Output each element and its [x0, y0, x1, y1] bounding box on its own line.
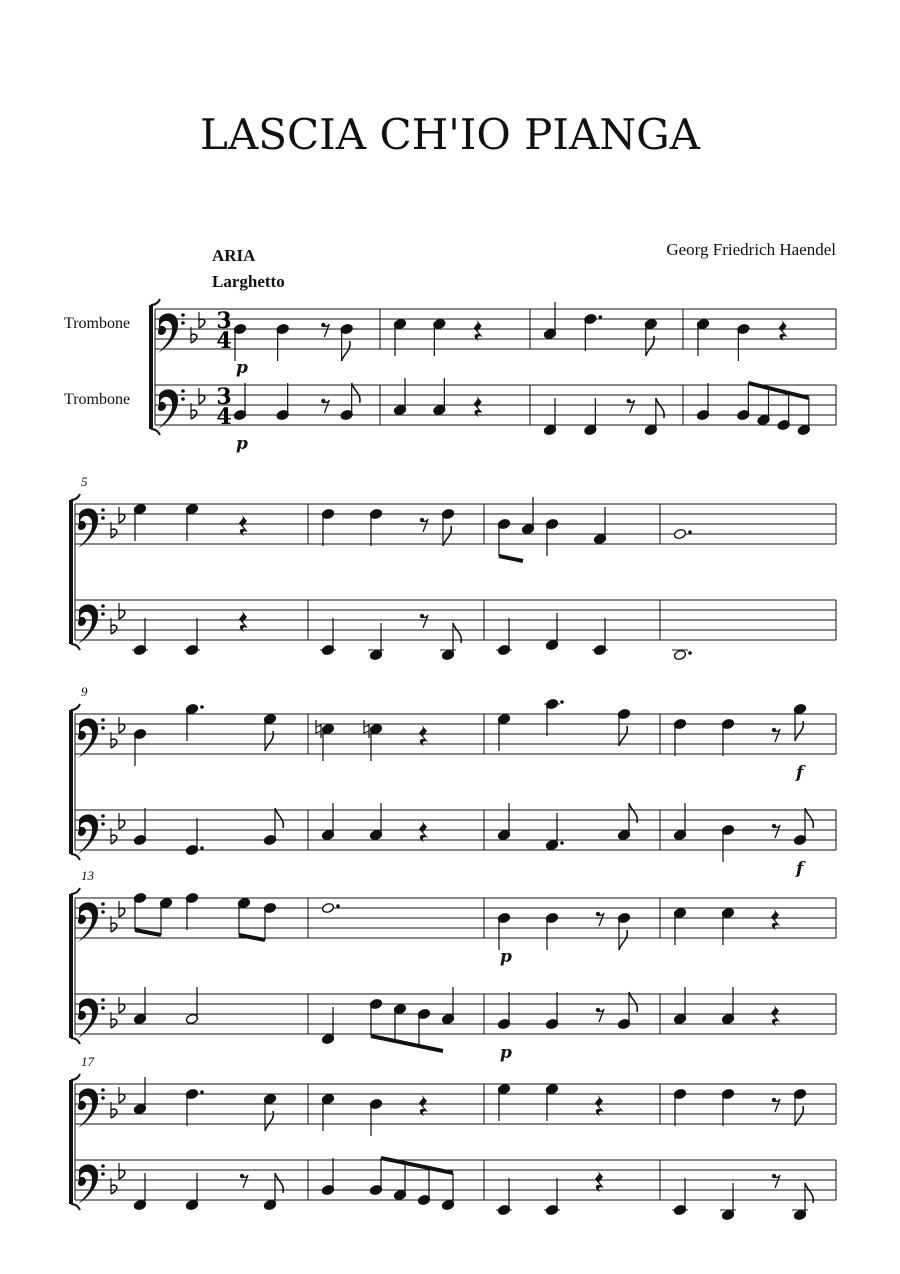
beam — [135, 930, 161, 935]
key-signature-flat-e — [119, 1087, 125, 1103]
bracket-bottom-hook — [71, 1038, 80, 1044]
quarter-rest — [771, 1005, 780, 1026]
quarter-rest — [595, 1171, 604, 1192]
key-signature-flat-e — [119, 901, 125, 917]
eighth-flag — [619, 930, 627, 950]
key-signature-flat-e — [119, 813, 125, 829]
eighth-rest — [772, 824, 780, 838]
eighth-flag — [805, 808, 813, 828]
measure-number: 13 — [81, 868, 94, 883]
composer-credit: Georg Friedrich Haendel — [666, 240, 836, 259]
quarter-rest — [474, 320, 483, 341]
key-signature-flat-e — [199, 388, 205, 404]
eighth-rest — [772, 728, 780, 742]
dynamic-marking: p — [236, 434, 248, 454]
eighth-rest — [240, 1174, 248, 1188]
dynamic-marking: p — [500, 1043, 512, 1063]
bracket-top-hook — [71, 1074, 80, 1080]
quarter-rest — [419, 725, 428, 746]
dynamic-marking: f — [796, 859, 804, 879]
quarter-rest — [419, 821, 428, 842]
bracket-top-hook — [71, 494, 80, 500]
eighth-rest — [596, 1008, 604, 1022]
instrument-label-lower: Trombone — [64, 391, 131, 408]
bracket-bottom-hook — [71, 644, 80, 650]
eighth-flag — [342, 341, 350, 361]
dynamic-marking: p — [236, 358, 248, 378]
augmentation-dot — [200, 705, 204, 709]
beam — [499, 556, 523, 561]
eighth-rest — [772, 1098, 780, 1112]
instrument-label-upper: Trombone — [64, 315, 131, 332]
note-head — [673, 528, 686, 539]
bracket-top-hook — [71, 704, 80, 710]
key-signature-flat-e — [119, 717, 125, 733]
eighth-flag — [443, 526, 451, 546]
tempo-marking: Larghetto — [212, 272, 285, 291]
bracket-top-hook — [151, 299, 160, 305]
quarter-rest — [474, 396, 483, 417]
key-signature-flat-e — [199, 312, 205, 328]
eighth-rest — [321, 399, 329, 413]
eighth-flag — [629, 992, 637, 1012]
quarter-rest — [771, 909, 780, 930]
eighth-rest — [321, 323, 329, 337]
dynamic-marking: f — [796, 763, 804, 783]
natural-sign — [316, 720, 321, 738]
note-head — [321, 902, 334, 913]
note-head — [673, 649, 686, 660]
eighth-flag — [619, 726, 627, 746]
eighth-rest — [626, 399, 634, 413]
bracket-bottom-hook — [151, 429, 160, 435]
dynamic-marking: p — [500, 947, 512, 967]
quarter-rest — [779, 320, 788, 341]
key-signature-flat-e — [119, 507, 125, 523]
time-sig-denominator: 4 — [216, 404, 232, 430]
time-sig-numerator: 3 — [216, 308, 232, 334]
eighth-rest — [420, 614, 428, 628]
eighth-flag — [795, 1106, 803, 1126]
natural-sign — [364, 720, 369, 738]
eighth-rest — [772, 1174, 780, 1188]
measure-number: 17 — [81, 1054, 94, 1069]
augmentation-dot — [200, 846, 204, 850]
augmentation-dot — [336, 904, 340, 908]
quarter-rest — [419, 1095, 428, 1116]
augmentation-dot — [688, 530, 692, 534]
key-signature-flat-e — [119, 997, 125, 1013]
eighth-rest — [420, 518, 428, 532]
beam — [239, 935, 265, 940]
quarter-rest — [239, 515, 248, 536]
augmentation-dot — [560, 700, 564, 704]
eighth-flag — [275, 808, 283, 828]
time-sig-numerator: 3 — [216, 384, 232, 410]
bracket-bottom-hook — [71, 1204, 80, 1210]
bracket-top-hook — [71, 888, 80, 894]
key-signature-flat-e — [119, 603, 125, 619]
eighth-rest — [596, 912, 604, 926]
score-title: LASCIA CH'IO PIANGA — [200, 110, 700, 159]
augmentation-dot — [599, 315, 603, 319]
measure-number: 9 — [81, 684, 88, 699]
time-sig-denominator: 4 — [216, 328, 232, 354]
quarter-rest — [239, 611, 248, 632]
section-label: ARIA — [212, 246, 256, 265]
beam — [371, 1036, 443, 1051]
augmentation-dot — [200, 1090, 204, 1094]
eighth-flag — [352, 383, 360, 403]
augmentation-dot — [688, 651, 692, 655]
bracket-bottom-hook — [71, 854, 80, 860]
measure-number: 5 — [81, 474, 88, 489]
quarter-rest — [595, 1095, 604, 1116]
augmentation-dot — [560, 841, 564, 845]
key-signature-flat-e — [119, 1163, 125, 1179]
